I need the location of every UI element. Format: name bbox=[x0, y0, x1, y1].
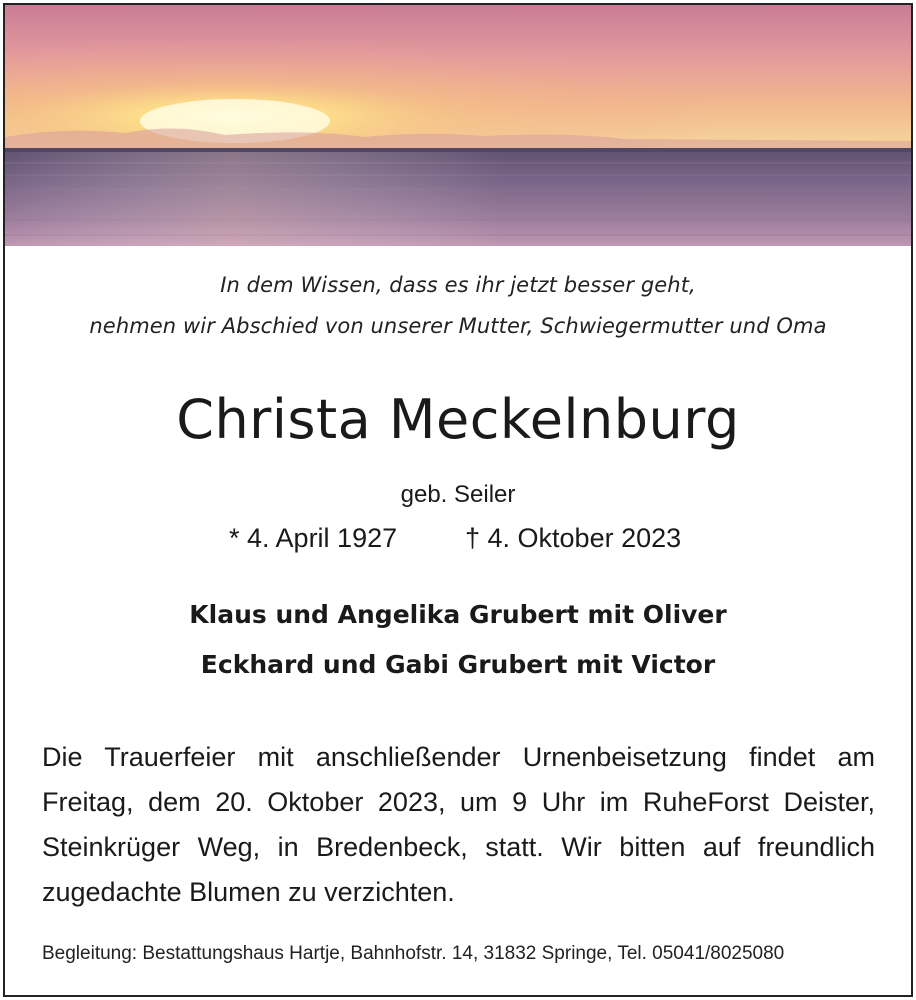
mourner-line: Klaus und Angelika Grubert mit Oliver bbox=[189, 600, 727, 629]
deceased-name: Christa Meckelnburg bbox=[176, 388, 740, 451]
funeral-notice: Die Trauerfeier mit anschließender Urnenbeisetzung findet am Freitag, dem 20. Oktober 2023, um 9 Uhr im RuheForst Deister, Steinkrüger Weg, in Bredenbeck, statt. Wir bitten auf freundlich zugedachte Blumen zu verzichten. bbox=[42, 742, 875, 907]
maiden-name: geb. Seiler bbox=[400, 481, 516, 508]
sunset-sea-image bbox=[5, 5, 911, 246]
death-date: † 4. Oktober 2023 bbox=[465, 523, 682, 553]
verse-line-2: nehmen wir Abschied von unserer Mutter, Schwiegermutter und Oma bbox=[89, 314, 827, 338]
funeral-home-footer: Begleitung: Bestattungshaus Hartje, Bahnhofstr. 14, 31832 Springe, Tel. 05041/8025080 bbox=[42, 943, 785, 964]
life-dates bbox=[5, 523, 911, 559]
obituary-card bbox=[3, 3, 913, 997]
verse-line-1: In dem Wissen, dass es ihr jetzt besser geht, bbox=[220, 273, 696, 297]
birth-date: * 4. April 1927 bbox=[229, 523, 398, 553]
mourner-line: Eckhard und Gabi Grubert mit Victor bbox=[200, 650, 716, 679]
